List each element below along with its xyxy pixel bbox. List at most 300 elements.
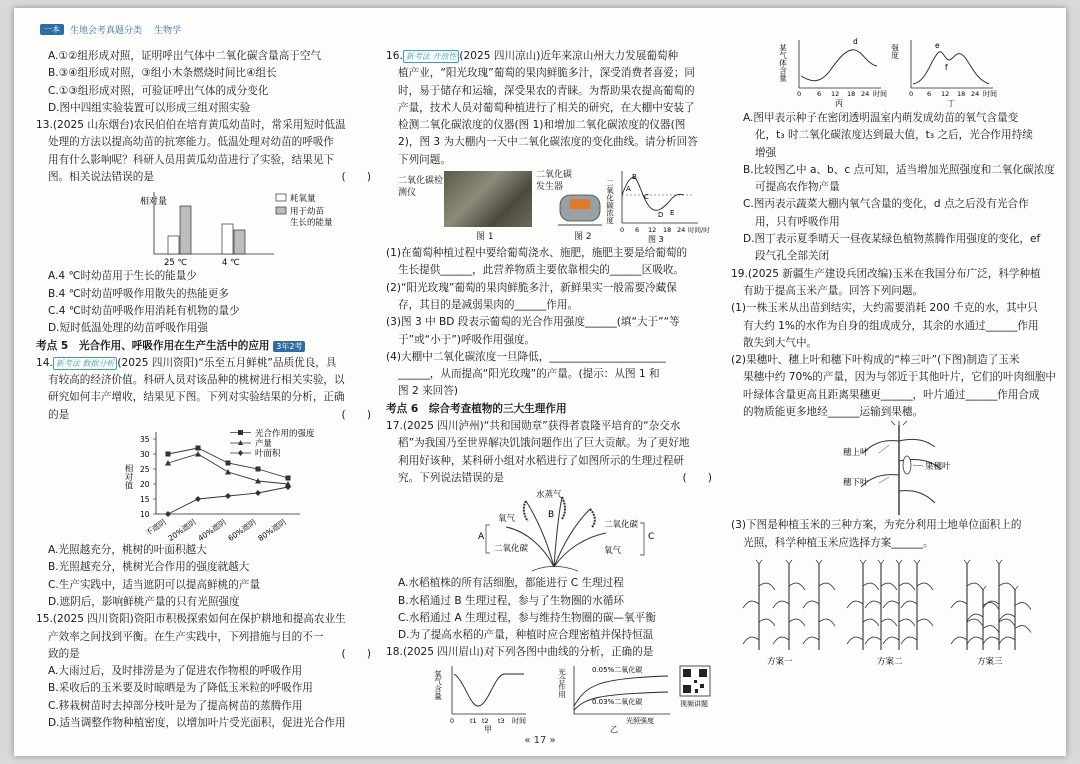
corn-tassel xyxy=(756,560,762,564)
q14-ytick-label: 35 xyxy=(140,435,150,445)
jia-xtick: 0 xyxy=(450,716,455,725)
corn-label: 穗上叶 xyxy=(843,448,869,459)
q13-legend-swatch xyxy=(276,207,286,214)
q19-sub: (1)一株玉米从出苗到结实，大约需要消耗 200 千克的水，其中只 xyxy=(731,302,1038,315)
q18-option: A.图甲表示种子在密闭透明温室内萌发成幼苗的氧气含量变 xyxy=(743,112,1019,124)
fig3-xtick: 12 xyxy=(648,226,657,235)
q14-point xyxy=(195,451,201,457)
ding-xtick: 18 xyxy=(957,90,966,98)
q13-bar xyxy=(234,230,245,254)
jia-ylabel: 氧气含量 xyxy=(433,669,443,700)
yi-ylabel: 光合作用 xyxy=(557,667,567,698)
corn-leaf xyxy=(983,625,999,632)
q18-more-figures xyxy=(731,22,1059,110)
corn-tassel xyxy=(786,560,792,564)
fig1-caption: 图 1 xyxy=(476,232,494,243)
corn-leaf xyxy=(901,601,917,608)
ding-caption: 丁 xyxy=(947,99,955,108)
q14-chart-svg xyxy=(36,424,376,542)
q15-option: B.采收后的玉米要及时晾晒是为了降低玉米粒的呼吸作用 xyxy=(48,682,313,695)
q14-stem-end: 的是 xyxy=(48,408,70,421)
q14-point xyxy=(226,461,231,466)
q16-sub: 存，其目的是减弱果肉的______作用。 xyxy=(398,298,579,311)
corn-leaf xyxy=(917,619,933,626)
q17-stem xyxy=(386,470,722,487)
plan-1-corn xyxy=(743,560,835,650)
rice-stems xyxy=(506,497,606,567)
corn-leaf xyxy=(773,601,789,608)
answer-paren: ( ) xyxy=(682,471,712,484)
qr-dot xyxy=(695,689,698,693)
rice-label: 氧气 xyxy=(498,514,516,525)
q16-stem: 产量，技术人员对葡萄种植进行了相关的研究，在大棚中安装了 xyxy=(398,101,695,114)
rice-plant-drawing xyxy=(386,487,716,575)
q18-option: 段气孔全部关闭 xyxy=(755,250,830,263)
column-left xyxy=(36,48,381,732)
section-6-heading: 考点 6 综合考查植物的三大生理作用 xyxy=(386,402,567,415)
answer-paren: ( ) xyxy=(341,647,371,660)
bing-point: d xyxy=(853,37,858,46)
corn-tassel xyxy=(878,560,884,564)
q18-figures xyxy=(386,662,722,732)
corn-leaf xyxy=(881,619,897,626)
fig3-point: C xyxy=(644,193,649,202)
fig3-co2-chart xyxy=(605,169,720,245)
q15-stem-end: 致的是 xyxy=(48,647,80,660)
header-title: 生地会考真题分类 xyxy=(70,25,143,36)
q14-yticks xyxy=(140,435,156,519)
fig1-label: 二氧化碳检测仪 xyxy=(398,176,444,199)
q13-stem xyxy=(36,169,381,186)
q15-option: D.适当调整作物种植密度，以增加叶片受光面积，促进光合作用 xyxy=(48,717,346,730)
bing-xtick: 6 xyxy=(817,90,822,98)
corn-leaf xyxy=(847,601,863,608)
corn-tassel xyxy=(914,560,920,564)
fig3-xtick: 18 xyxy=(663,226,672,235)
ding-xtick: 6 xyxy=(927,90,932,98)
q15-option: C.移栽树苗时去掉部分枝叶是为了提高树苗的蒸腾作用 xyxy=(48,699,303,712)
q16-stem: 时，易于储存和运输，深受果农的青睐。为帮助果农提高葡萄的 xyxy=(398,84,695,97)
q19-sub: 果穗中约 70%的产量，因为与邻近于其他叶片，它们的叶肉细胞中 xyxy=(743,371,1056,384)
q16-sub: (4)大棚中二氧化碳浓度一旦降低，______________________ xyxy=(386,350,666,363)
section-5-heading xyxy=(36,338,381,355)
page-header xyxy=(40,22,181,36)
corn-leaf xyxy=(743,601,759,608)
co2-generator-drawing xyxy=(554,189,610,231)
corn-leaf xyxy=(863,583,879,590)
yi-xlabel: 光照强度 xyxy=(626,716,654,725)
bracket-c xyxy=(640,523,644,555)
q14-option: B.光照越充分，桃树光合作用的强度就越大 xyxy=(48,561,250,574)
q18-option: 化，t₃ 时二氧化碳浓度达到最大值，t₃ 之后，光合作用持续 xyxy=(755,129,1033,142)
q13-xtick: 25 ℃ xyxy=(164,258,188,269)
fig3-point: E xyxy=(670,209,675,218)
fig3-xtick: 6 xyxy=(635,226,640,235)
q13-xtick: 4 ℃ xyxy=(222,258,240,269)
plan-3-corn xyxy=(951,560,1031,650)
q14-number: 14. xyxy=(36,356,53,369)
plan-label: 方案二 xyxy=(877,656,903,667)
q15-stem: 产效率之间找到平衡。在生产实践中，下列措施与目的不一 xyxy=(48,630,324,643)
q19-sub: (2)果穗叶、穗上叶和穗下叶构成的“棒三叶”(下图)制造了玉米 xyxy=(731,354,1020,367)
q13-bar xyxy=(222,224,233,254)
corn-tassel xyxy=(860,560,866,564)
ding-ylabel: 强度 xyxy=(890,44,900,59)
q19-sub: 的物质能更多地经______运输到果穗。 xyxy=(743,406,924,419)
fig3-caption: 图 3 xyxy=(648,235,664,245)
corn-tassel xyxy=(816,560,822,564)
ding-point: e xyxy=(935,41,940,50)
q14-point xyxy=(166,452,171,457)
q16-sub: (2)“阳光玫瑰”葡萄的果肉鲜脆多汁，新鲜果实一般需要冷藏保 xyxy=(386,281,677,294)
corn-leaf xyxy=(999,619,1015,626)
corn-leaf xyxy=(999,614,1015,621)
corn-leaf xyxy=(743,637,759,644)
q14-point xyxy=(196,446,201,451)
pointer-line xyxy=(913,465,923,466)
q16-sub: 生长提供______，此营养物质主要依靠根尖的______区吸收。 xyxy=(398,264,685,277)
q19-stem: 19.(2025 新疆生产建设兵团改编)玉米在我国分布广泛，科学种植 xyxy=(731,267,1041,280)
q13-chart-svg xyxy=(36,186,366,268)
q16-sub: (1)在葡萄种植过程中要给葡萄浇水、施肥，施肥主要是给葡萄的 xyxy=(386,247,688,260)
rice-label: 氧气 xyxy=(604,546,622,557)
ding-xtick: 24 xyxy=(971,90,980,98)
q16-sub: 于”或“小于”)呼吸作用强度。 xyxy=(398,333,536,346)
qr-label: 视频讲题 xyxy=(680,699,708,708)
process-label: B xyxy=(548,510,555,521)
fig3-point: B xyxy=(632,173,637,182)
q15-stem xyxy=(36,646,381,663)
q14-legend xyxy=(230,428,315,459)
corn-leaf xyxy=(759,583,775,590)
corn-leaf xyxy=(863,619,879,626)
yi-caption: 乙 xyxy=(610,724,618,734)
qr-code[interactable] xyxy=(680,666,710,708)
q13-legend-label: 耗氧量 xyxy=(290,194,316,205)
q17-stem: 利用好该种，某科研小组对水稻进行了如图所示的生理过程研 xyxy=(398,454,685,467)
q14-legend-label: 光合作用的强度 xyxy=(255,429,315,440)
jia-xtick: t2 xyxy=(482,716,489,725)
q14-point xyxy=(255,490,261,496)
q14-series-line xyxy=(168,487,288,514)
corn-leaf xyxy=(759,619,775,626)
bing-xtick: 0 xyxy=(797,90,802,98)
ding-point: f xyxy=(945,63,948,72)
q13-bar-chart xyxy=(36,186,381,268)
q19-sub: 有大约 1%的水作为自身的组成成分，其余的水通过______作用 xyxy=(743,319,1039,332)
q14-xtick: 20%遮阴 xyxy=(166,517,198,543)
q13-bar xyxy=(180,206,191,254)
rice-label: 二氧化碳 xyxy=(604,520,639,531)
jia-xtick: t3 xyxy=(498,716,505,725)
corn-ear xyxy=(903,456,911,474)
jia-xtick: t1 xyxy=(470,716,477,725)
corn-leaf xyxy=(983,601,999,608)
q13-option: B.4 ℃时幼苗呼吸作用散失的热能更多 xyxy=(48,287,229,300)
answer-paren: ( ) xyxy=(341,408,371,421)
corn-leaf xyxy=(789,583,805,590)
qr-corner xyxy=(683,685,691,693)
q17-stem-end: 究。下列说法错误的是 xyxy=(398,471,504,484)
q16-stem xyxy=(386,48,722,65)
corn-leaf xyxy=(901,637,917,644)
q12-option: C.①③组形成对照，可验证呼出气体的成分变化 xyxy=(48,84,269,97)
q14-xtick: 不遮阴 xyxy=(143,517,168,538)
answer-paren: ( ) xyxy=(341,171,371,184)
q14-xticks xyxy=(143,516,288,543)
legend-triangle-marker xyxy=(238,440,243,445)
fig3-xlabel: 时间/时 xyxy=(688,226,710,235)
process-label: A xyxy=(478,532,485,543)
q15-option: A.大雨过后，及时排涝是为了促进农作物根的呼吸作用 xyxy=(48,665,303,678)
bing-xtick: 18 xyxy=(847,90,856,98)
plan-label: 方案一 xyxy=(767,656,793,667)
q14-option: A.光照越充分，桃树的叶面积越大 xyxy=(48,544,207,557)
ding-xtick: 12 xyxy=(941,90,950,98)
q14-point xyxy=(195,496,201,502)
corn-leaf xyxy=(951,637,967,644)
q14-point xyxy=(286,476,291,481)
ding-xlabel: 时间 xyxy=(983,90,997,98)
corn-leaf xyxy=(865,601,881,608)
q14-point xyxy=(225,493,231,499)
corn-tassel xyxy=(896,560,902,564)
q16-stem-text: (2025 四川凉山)近年来凉山州大力发展葡萄种 xyxy=(459,50,679,62)
bing-ding-charts xyxy=(731,22,1059,110)
q18-stem: 18.(2025 四川眉山)对下列各图中曲线的分析，正确的是 xyxy=(386,646,654,659)
qr-corner xyxy=(683,669,691,677)
corn-leaf xyxy=(883,601,899,608)
rice-label: 二氧化碳 xyxy=(494,544,529,555)
q17-option: A.水稻植株的所有活细胞，都能进行 C 生理过程 xyxy=(398,577,624,590)
q16-number: 16. xyxy=(386,50,403,62)
q16-sub: ______，从而提高“阳光玫瑰”的产量。(提示：从图 1 和 xyxy=(398,368,660,381)
q16-stem: 检测二氧化碳浓度的仪器(图 1)和增加二氧化碳浓度的仪器(图 xyxy=(398,119,686,132)
q12-option: A.①②组形成对照，证明呼出气体中二氧化碳含量高于空气 xyxy=(48,50,322,62)
corn-leaf xyxy=(819,583,835,590)
corn-leaf xyxy=(983,637,999,644)
q18-charts-svg xyxy=(386,662,722,732)
header-subtitle: 生物学 xyxy=(154,25,182,36)
q13-option: D.短时低温处理的幼苗呼吸作用强 xyxy=(48,322,208,335)
q14-ytick-label: 25 xyxy=(140,465,150,475)
bing-ylabel: 某气体含量 xyxy=(778,44,788,82)
q19-sub: 散失到大气中。 xyxy=(743,336,818,349)
corn-leaf xyxy=(819,619,835,626)
fig3-xtick: 24 xyxy=(677,226,686,235)
q13-stem: 处理的方法以提高幼苗的抗寒能力。低温处理对幼苗的呼吸作 xyxy=(48,136,335,149)
page-number: « 17 » xyxy=(524,735,556,746)
corn-leaf xyxy=(803,637,819,644)
q13-ylabel-text: 相对量 xyxy=(140,197,168,208)
q14-ytick-label: 20 xyxy=(140,480,150,490)
q13-legend-label: 生长的能量 xyxy=(290,218,333,229)
ding-curve xyxy=(913,52,989,84)
fig3-curve xyxy=(622,178,684,211)
q14-ylabel: 相对值 xyxy=(123,464,133,490)
corn-leaf xyxy=(789,619,805,626)
section-5-tag: 3年2考 xyxy=(273,341,305,352)
yi-series-label: 0.03%二氧化碳 xyxy=(592,697,643,706)
q14-legend-label: 产量 xyxy=(255,439,273,450)
q14-stem: 研究如何丰产增收，结果见下图。下列对实验结果的分析，正确 xyxy=(48,391,345,404)
q12-option: D.图中四组实验装置可以形成三组对照实验 xyxy=(48,101,251,114)
q16-chip: 新考法 开放性 xyxy=(403,50,460,63)
corn-leaf xyxy=(881,583,897,590)
q18-option: C.图丙表示蔬菜大棚内氧气含量的变化，d 点之后没有光合作 xyxy=(743,198,1029,211)
fig3-xtick: 0 xyxy=(620,226,625,235)
corn-leaf xyxy=(1015,625,1031,632)
q19-sub: (3)下图是种植玉米的三种方案，为充分利用土地单位面积上的 xyxy=(731,519,1022,532)
q19-sub: 光照，科学种植玉米应选择方案______。 xyxy=(743,536,934,549)
jia-caption: 甲 xyxy=(484,724,492,734)
q13-option: C.4 ℃时幼苗呼吸作用消耗有机物的量少 xyxy=(48,304,240,317)
q17-option: B.水稻通过 B 生理过程，参与了生物圈的水循环 xyxy=(398,594,624,607)
q13-bar xyxy=(168,236,179,254)
corn-leaf xyxy=(803,601,819,608)
vineyard-photo xyxy=(444,171,532,227)
textbook-page xyxy=(14,8,1066,756)
water-surface xyxy=(532,567,578,572)
qr-corner xyxy=(699,669,707,677)
q14-ytick-label: 10 xyxy=(140,510,150,520)
bracket-a xyxy=(486,525,490,553)
q18-option: B.比较图乙中 a、b、c 点可知，适当增加光照强度和二氧化碳浓度 xyxy=(743,163,1055,176)
jia-xlabel: 时间 xyxy=(512,716,526,725)
q17-stem: 稻”为我国乃至世界解决饥饿问题作出了巨大贡献。为了更好地 xyxy=(398,437,690,450)
rice-label: 水蒸气 xyxy=(536,490,562,501)
corn-leaf xyxy=(999,637,1015,644)
q19-stem: 有助于提高玉米产量。回答下列问题。 xyxy=(743,284,924,297)
q17-stem: 17.(2025 四川泸州)“共和国勋章”获得者袁隆平培育的“杂交水 xyxy=(386,420,681,433)
corn-leaf xyxy=(865,637,881,644)
corn-label: 果穗叶 xyxy=(925,462,951,473)
corn-leaf xyxy=(967,637,983,644)
corn-plant-drawing xyxy=(731,421,1059,517)
corn-leaf xyxy=(917,583,933,590)
q12-option: B.③④组形成对照，③组小木条燃烧时间比④组长 xyxy=(48,67,277,80)
q18-option: 增强 xyxy=(755,146,777,159)
q14-stem xyxy=(36,407,381,424)
fig2-caption: 图 2 xyxy=(574,232,592,243)
q14-chip: 新考法 数据分析 xyxy=(53,357,118,370)
qr-dot xyxy=(700,684,704,688)
q16-sub: 图 2 来回答) xyxy=(398,385,458,398)
q14-xtick: 40%遮阴 xyxy=(196,517,228,543)
q18-option: D.图丁表示夏季晴天一昼夜某绿色植物蒸腾作用强度的变化，ef xyxy=(743,233,1041,246)
column-right xyxy=(731,37,1059,668)
q14-stem: 有较高的经济价值。科研人员对该品种的桃树进行相关实验，以 xyxy=(48,374,345,387)
q16-stem: 植产业，“阳光玫瑰”葡萄的果肉鲜脆多汁，深受消费者喜爱；同 xyxy=(398,67,696,80)
fig3-point: A xyxy=(626,185,631,194)
bing-xtick: 24 xyxy=(861,90,870,98)
q14-legend-label: 叶面积 xyxy=(255,449,281,460)
q15-stem: 15.(2025 四川资阳)资阳市积极探索如何在保护耕地和提高农业生 xyxy=(36,613,346,626)
q13-option: A.4 ℃时幼苗用于生长的能量少 xyxy=(48,270,197,283)
q16-stem: 2)，图 3 为大棚内一天中二氧化碳浓度的变化曲线。请分析回答 xyxy=(398,136,698,149)
q14-option: D.遮阴后，影响鲜桃产量的只有光照强度 xyxy=(48,595,240,608)
q13-stem: 用有什么影响呢？科研人员用黄瓜幼苗进行了实验，结果见下 xyxy=(48,153,335,166)
corn-tassel xyxy=(891,421,907,425)
jia-curve xyxy=(454,674,524,706)
fig3-point: D xyxy=(658,211,664,220)
corn-leaf xyxy=(773,637,789,644)
corn-leaf xyxy=(951,601,967,608)
q19-sub: 叶绿体含量更高且距离果穗更______，叶片通过______作用合成 xyxy=(743,388,1040,401)
section-5-title: 考点 5 光合作用、呼吸作用在生产生活中的应用 xyxy=(36,339,270,352)
corn-leaf xyxy=(883,637,899,644)
q14-point xyxy=(165,511,171,517)
q13-ylabel xyxy=(140,195,167,207)
q14-xtick: 60%遮阴 xyxy=(226,517,258,543)
q13-legend-swatch xyxy=(276,194,286,201)
corn-leaf xyxy=(983,602,999,609)
brand-logo: 一本 xyxy=(40,24,64,35)
q18-option: 用，只有呼吸作用 xyxy=(755,215,840,228)
q16-sub: (3)图 3 中 BD 段表示葡萄的光合作用强度______(填“大于”“等 xyxy=(386,316,680,329)
bing-xlabel: 时间 xyxy=(873,90,887,98)
q18-option: 可提高农作物产量 xyxy=(755,181,840,194)
q16-stem: 下列问题。 xyxy=(398,153,451,166)
corn-leaf xyxy=(1015,602,1031,609)
corn-leaf xyxy=(967,614,983,621)
q13-stem: 13.(2025 山东烟台)农民伯伯在培育黄瓜幼苗时，常采用短时低温 xyxy=(36,119,346,132)
planting-plans-svg xyxy=(731,552,1059,668)
corn-leaf xyxy=(899,583,915,590)
ding-xtick: 0 xyxy=(909,90,914,98)
planting-plans-figure xyxy=(731,552,1059,668)
q14-stem xyxy=(36,355,381,372)
q14-ytick-label: 15 xyxy=(140,495,150,505)
yi-series-label: 0.05%二氧化碳 xyxy=(592,665,643,674)
corn-leaf xyxy=(967,619,983,626)
bing-curve xyxy=(801,50,877,81)
q14-xtick: 80%遮阴 xyxy=(256,517,288,543)
corn-leaf-figure xyxy=(731,421,1059,517)
q14-line-chart xyxy=(36,424,381,542)
q13-legend-label: 用于幼苗 xyxy=(290,207,325,218)
generator-panel xyxy=(570,199,590,209)
q13-bars xyxy=(168,206,245,254)
pointer-line xyxy=(879,477,889,483)
qr-dot xyxy=(694,680,697,683)
q17-option: D.为了提高水稻的产量，种植时应合理密植并保持恒温 xyxy=(398,629,654,642)
corn-tassel xyxy=(996,560,1002,564)
fig3-ylabel: 二氧化碳浓度 xyxy=(605,179,615,225)
corn-tassel xyxy=(964,560,970,564)
fig2-label: 二氧化碳发生器 xyxy=(536,170,573,193)
process-label: C xyxy=(648,532,655,543)
corn-leaf xyxy=(847,637,863,644)
plan-label: 方案三 xyxy=(977,656,1003,667)
pointer-line xyxy=(879,445,889,453)
q14-point xyxy=(225,469,231,475)
plan-2-corn xyxy=(847,560,933,650)
q17-rice-figure xyxy=(386,487,722,575)
q14-point xyxy=(256,467,261,472)
corn-leaf xyxy=(899,619,915,626)
q13-stem-end: 图。相关说法错误的是 xyxy=(48,171,154,184)
bing-xtick: 12 xyxy=(831,90,840,98)
q14-option: C.生产实践中，适当遮阴可以提高鲜桃的产量 xyxy=(48,578,261,591)
q16-figures xyxy=(386,169,722,245)
page-number-value: 17 xyxy=(533,735,547,746)
q14-stem-text: (2025 四川资阳)“乐至五月鲜桃”品质优良，具 xyxy=(117,356,337,369)
corn-label: 穗下叶 xyxy=(843,478,869,489)
bing-caption: 丙 xyxy=(835,99,843,108)
q17-option: C.水稻通过 A 生理过程，参与维持生物圈的碳—氧平衡 xyxy=(398,611,656,624)
column-middle xyxy=(386,48,722,732)
